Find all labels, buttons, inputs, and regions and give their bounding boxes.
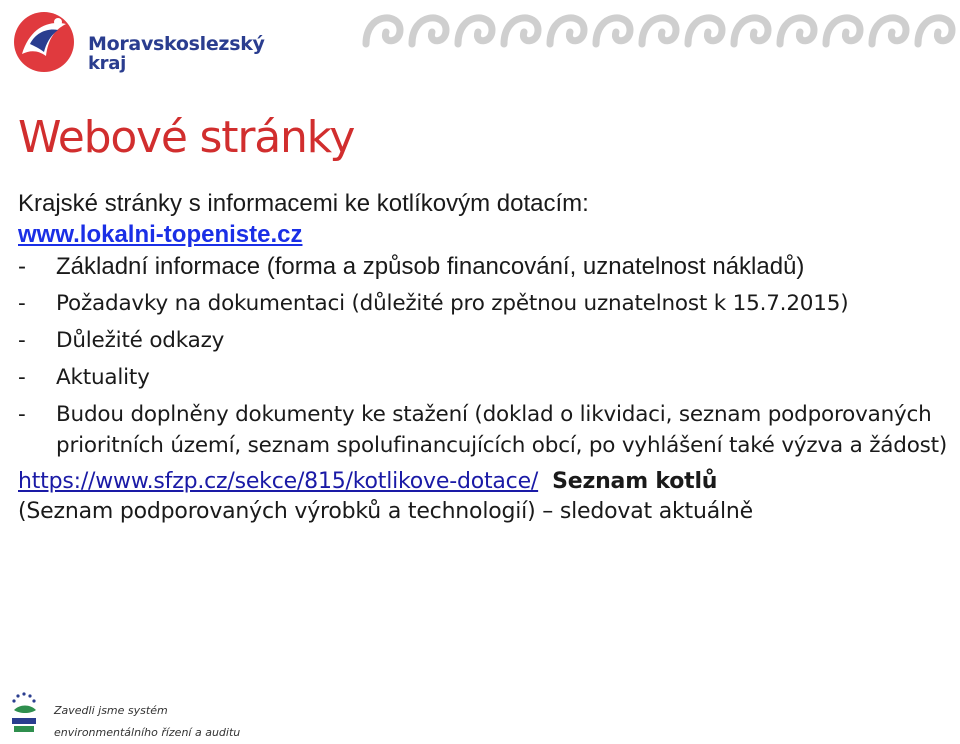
footer-line2: environmentálního řízení a auditu (54, 726, 241, 739)
bullet-item: - Základní informace (forma a způsob financování, uznatelnost nákladů) (18, 251, 948, 282)
sfzp-line (18, 467, 948, 497)
region-logo (8, 6, 265, 78)
moravskoslezsky-kraj-logo-icon (8, 6, 80, 78)
supported-products-note: (Seznam podporovaných výrobků a technologií) – sledovat aktuálně (18, 499, 753, 524)
logo-line2: kraj (88, 53, 126, 74)
bullet-item: - Aktuality (18, 362, 948, 393)
footer-line1: Zavedli jsme systém (54, 704, 168, 717)
intro-text: Krajské stránky s informacemi ke kotlíkovým dotacím: (18, 190, 589, 217)
region-logo-text (88, 34, 265, 74)
bullet-item: - Budou doplněny dokumenty ke stažení (doklad o likvidaci, seznam podporovaných prioritních území, seznam spolufinancujících obcí, po vyhlášení také výzva a žádost) (18, 399, 948, 461)
emas-logo-icon (8, 690, 40, 736)
boiler-list-label: Seznam kotlů (552, 469, 718, 494)
main-website-link[interactable]: www.lokalni-topeniste.cz (18, 221, 303, 248)
slide-content (18, 188, 948, 527)
sfzp-link[interactable]: https://www.sfzp.cz/sekce/815/kotlikove-dotace/ (18, 469, 539, 494)
logo-line1: Moravskoslezský (88, 33, 265, 55)
bullet-item: - Požadavky na dokumentaci (důležité pro zpětnou uznatelnost k 15.7.2015) (18, 288, 948, 319)
info-bullet-list (18, 251, 948, 461)
decorative-wave-band-icon (356, 6, 960, 56)
footer-text (54, 700, 240, 744)
bullet-item: - Důležité odkazy (18, 325, 948, 356)
slide-title: Webové stránky (18, 112, 355, 163)
